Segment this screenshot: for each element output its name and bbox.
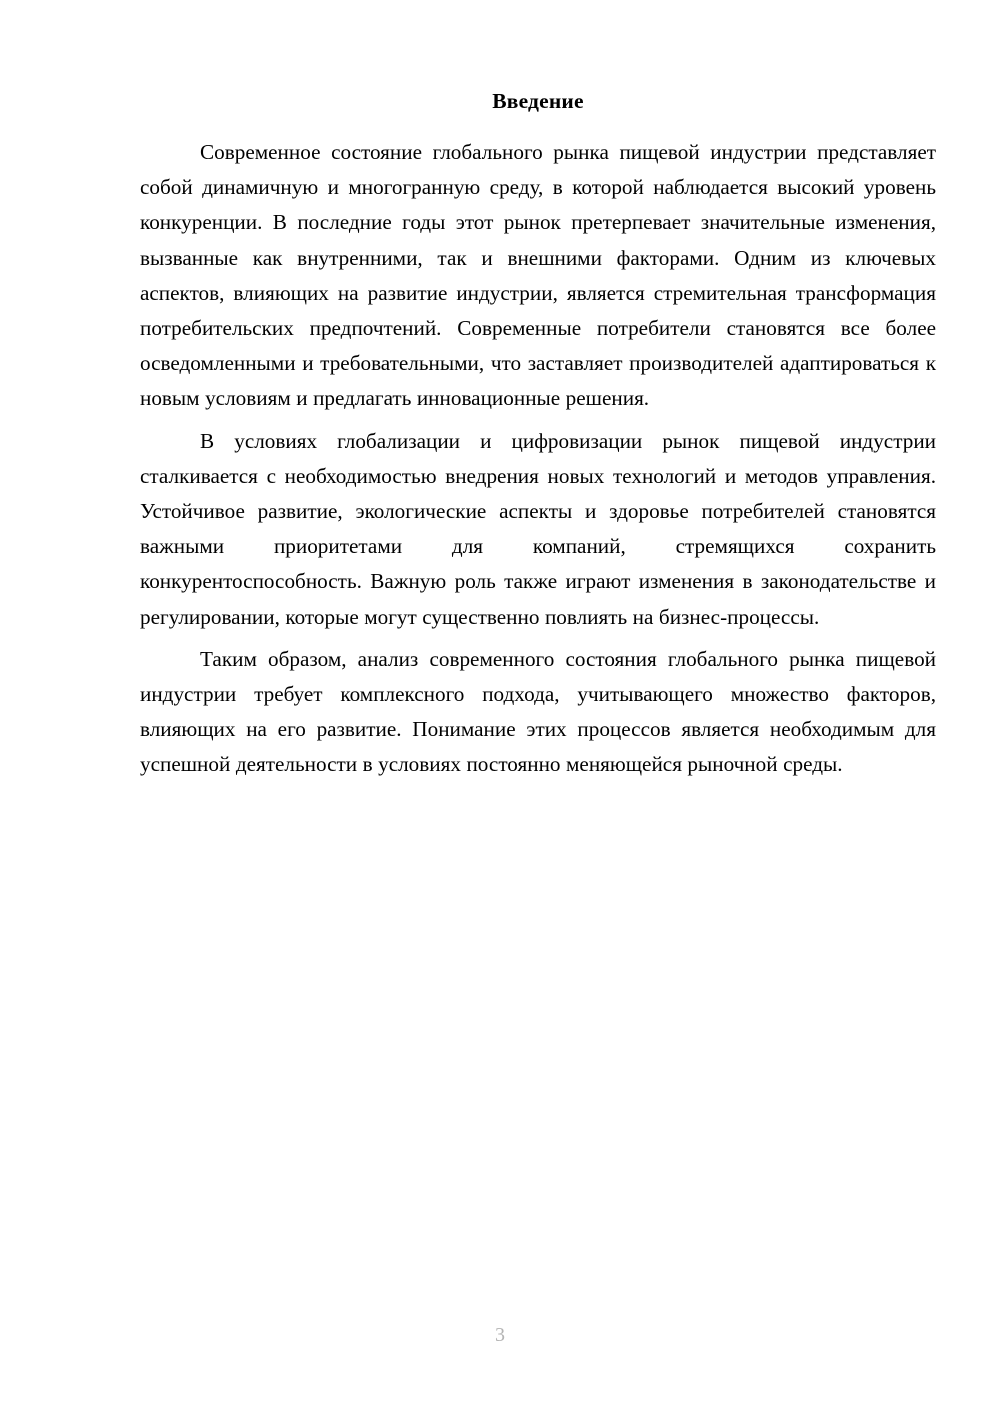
paragraph: Современное состояние глобального рынка пищевой индустрии представляет собой динамичную и многогранную среду, в которой наблюдается высокий уровень конкуренции. В последние годы этот рынок претерпевает значительные изменения, вызванные как внутренними, так и внешними факторами. Одним из ключевых аспектов, влияющих на развитие индустрии, является стремительная трансформация потребительских предпочтений. Современные потребители становятся все более осведомленными и требовательными, что заставляет производителей адаптироваться к новым условиям и предлагать инновационные решения. bbox=[140, 139, 936, 411]
paragraph: В условиях глобализации и цифровизации рынок пищевой индустрии сталкивается с необходимостью внедрения новых технологий и методов управления. Устойчивое развитие, экологические аспекты и здоровье потребителей становятся важными приоритетами для компаний, стремящихся сохранить конкурентоспособность. Важную роль также играют изменения в законодательстве и регулировании, которые могут существенно повлиять на бизнес-процессы. bbox=[140, 428, 936, 629]
page-title: Введение bbox=[492, 89, 584, 113]
page-number: 3 bbox=[495, 1324, 505, 1346]
document-body bbox=[140, 88, 936, 783]
paragraph: Таким образом, анализ современного состояния глобального рынка пищевой индустрии требует комплексного подхода, учитывающего множество факторов, влияющих на его развитие. Понимание этих процессов является необходимым для успешной деятельности в условиях постоянно меняющейся рыночной среды. bbox=[140, 646, 936, 777]
